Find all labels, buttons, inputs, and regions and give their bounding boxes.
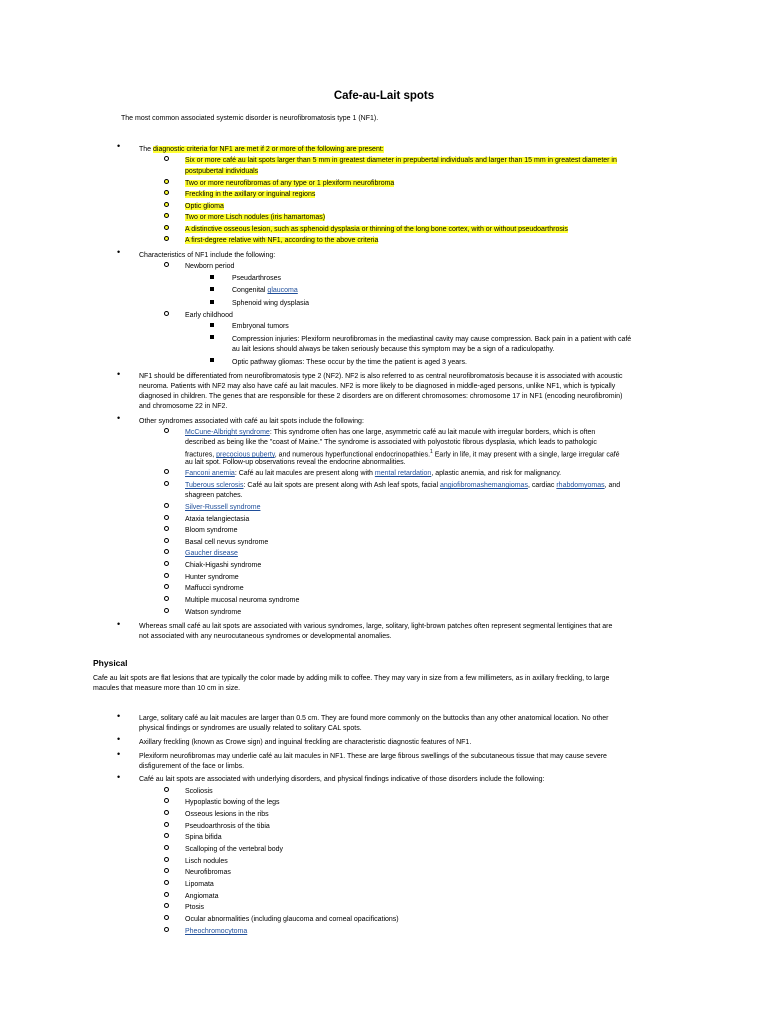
finding-item: Ocular abnormalities (including glaucoma and corneal opacifications) [185, 916, 399, 923]
nf2-text: and chromosome 22 in NF2. [139, 403, 228, 410]
circle-bullet-icon [164, 608, 169, 613]
circle-bullet-icon [164, 549, 169, 554]
circle-bullet-icon [164, 845, 169, 850]
finding-item: Spina bifida [185, 834, 222, 841]
list-item: Pseudarthroses [232, 275, 282, 282]
gaucher-link[interactable]: Gaucher disease [185, 550, 238, 557]
syndrome-item: Fanconi anemia: Café au lait macules are present along with mental retardation, aplastic anemia, and risk for malignancy. [185, 470, 562, 477]
mccune-link[interactable]: McCune-Albright syndrome [185, 429, 270, 436]
glaucoma-link[interactable]: glaucoma [267, 287, 298, 294]
syndrome-item: Chiak-Higashi syndrome [185, 562, 262, 569]
physical-item: Plexiform neurofibromas may underlie café au lait macules in NF1. These are large fibrous swellings of the subcutaneous tissue that may cause severe [139, 753, 607, 760]
syndrome-item: Basal cell nevus syndrome [185, 539, 269, 546]
square-bullet-icon [210, 275, 214, 279]
bullet-icon: • [117, 711, 121, 721]
circle-bullet-icon [164, 526, 169, 531]
finding-item: Ptosis [185, 904, 205, 911]
tuberous-link[interactable]: Tuberous sclerosis [185, 482, 244, 489]
circle-bullet-icon [164, 787, 169, 792]
bullet-icon: • [117, 247, 121, 257]
syndrome-item-cont: fractures, precocious puberty, and numerous hyperfunctional endocrinopathies.$^1$ Early in life, it may present with a single, large irregular café [185, 449, 620, 459]
circle-bullet-icon [164, 584, 169, 589]
finding-item: Pseudoarthrosis of the tibia [185, 823, 270, 830]
bullet-icon: • [117, 619, 121, 629]
circle-bullet-icon [164, 857, 169, 862]
mental-retardation-link[interactable]: mental retardation [374, 470, 432, 477]
nf2-text: neuroma. Patients with NF2 may also have café au lait macules. NF2 is more likely to be diagnosed in middle-aged persons, unlike NF1, which is typically [139, 383, 616, 390]
syndrome-item: Ataxia telangiectasia [185, 516, 250, 523]
syndrome-item-cont: shagreen patches. [185, 492, 243, 499]
syndrome-item: Bloom syndrome [185, 527, 238, 534]
criteria-item: Two or more Lisch nodules (iris hamartomas) [185, 214, 326, 221]
circle-bullet-icon [164, 561, 169, 566]
nf2-text: diagnosed in children. The genes that are responsible for these 2 disorders are on different chromosomes: chromosome 17 in NF1 (encoding neurofibromin) [139, 393, 623, 400]
circle-bullet-icon [164, 225, 169, 230]
syndrome-item: Multiple mucosal neuroma syndrome [185, 597, 300, 604]
criteria-item: Optic glioma [185, 203, 224, 210]
circle-bullet-icon [164, 156, 169, 161]
circle-bullet-icon [164, 213, 169, 218]
circle-bullet-icon [164, 262, 169, 267]
finding-item: Neurofibromas [185, 869, 231, 876]
physical-item-cont: disfigurement of the face or limbs. [139, 763, 245, 770]
square-bullet-icon [210, 335, 214, 339]
finding-item: Angiomata [185, 893, 219, 900]
finding-item: Scoliosis [185, 788, 213, 795]
angiofibromas-link[interactable]: angiofibromas [440, 482, 484, 489]
square-bullet-icon [210, 358, 214, 362]
circle-bullet-icon [164, 190, 169, 195]
syndrome-item: Tuberous sclerosis: Café au lait spots are present along with Ash leaf spots, facial angiofibromashemangiomas, cardiac rhabdomyomas, and [185, 482, 621, 489]
square-bullet-icon [210, 287, 214, 291]
bullet-icon: • [117, 772, 121, 782]
circle-bullet-icon [164, 798, 169, 803]
criteria-item: Freckling in the axillary or inguinal regions [185, 191, 316, 198]
circle-bullet-icon [164, 833, 169, 838]
whereas-text: not associated with any neurocutaneous syndromes or developmental anomalies. [139, 633, 392, 640]
square-bullet-icon [210, 323, 214, 327]
criteria-item: A first-degree relative with NF1, according to the above criteria [185, 237, 379, 244]
circle-bullet-icon [164, 481, 169, 486]
physical-item: Axillary freckling (known as Crowe sign) and inguinal freckling are characteristic diagnostic features of NF1. [139, 739, 472, 746]
list-item: Sphenoid wing dysplasia [232, 300, 310, 307]
circle-bullet-icon [164, 236, 169, 241]
syndrome-item: Maffucci syndrome [185, 585, 244, 592]
finding-item: Lipomata [185, 881, 214, 888]
circle-bullet-icon [164, 927, 169, 932]
characteristics-lead: Characteristics of NF1 include the following: [139, 252, 276, 259]
criteria-item: Two or more neurofibromas of any type or 1 plexiform neurofibroma [185, 180, 395, 187]
criteria-item: A distinctive osseous lesion, such as sphenoid dysplasia or thinning of the long bone cortex, with or without pseudoarthrosis [185, 226, 568, 233]
circle-bullet-icon [164, 202, 169, 207]
circle-bullet-icon [164, 892, 169, 897]
circle-bullet-icon [164, 915, 169, 920]
fanconi-link[interactable]: Fanconi anemia [185, 470, 235, 477]
finding-item [185, 927, 247, 936]
syndrome-item-cont: described as being like the "coast of Maine." The syndrome is associated with polyostotic fibrous dysplasia, which leads to pathologic [185, 439, 597, 446]
square-bullet-icon [210, 300, 214, 304]
bullet-icon: • [117, 413, 121, 423]
finding-item: Hypoplastic bowing of the legs [185, 799, 280, 806]
circle-bullet-icon [164, 573, 169, 578]
early-childhood: Early childhood [185, 312, 233, 319]
list-item: Optic pathway gliomas: These occur by the time the patient is aged 3 years. [232, 359, 467, 366]
physical-paragraph: macules that measure more than 10 cm in size. [93, 685, 241, 692]
bullet-icon: • [117, 734, 121, 744]
circle-bullet-icon [164, 810, 169, 815]
circle-bullet-icon [164, 503, 169, 508]
list-item-cont: au lait lesions should always be taken seriously because this symptom may be a sign of a radiculopathy. [232, 346, 555, 353]
circle-bullet-icon [164, 469, 169, 474]
circle-bullet-icon [164, 311, 169, 316]
physical-item: Large, solitary café au lait macules are larger than 0.5 cm. They are found more commonly on the buttocks than any other anatomical location. No other [139, 715, 609, 722]
bullet-icon: • [117, 141, 121, 151]
nf2-text: NF1 should be differentiated from neurofibromatosis type 2 (NF2). NF2 is also referred to as central neurofibromatosis because it is associated with acoustic [139, 373, 623, 380]
circle-bullet-icon [164, 903, 169, 908]
pheochromocytoma-link[interactable]: Pheochromocytoma [185, 928, 248, 935]
syndrome-item: Watson syndrome [185, 609, 242, 616]
physical-paragraph: Cafe au lait spots are flat lesions that are typically the color made by adding milk to coffee. They may vary in size from a few millimeters, as in axillary freckling, to large [93, 675, 610, 682]
circle-bullet-icon [164, 428, 169, 433]
circle-bullet-icon [164, 822, 169, 827]
circle-bullet-icon [164, 179, 169, 184]
physical-item-cont: physical findings or syndromes are usually related to solitary CAL spots. [139, 725, 362, 732]
silver-russell-link[interactable]: Silver-Russell syndrome [185, 504, 261, 511]
circle-bullet-icon [164, 538, 169, 543]
hemangiomas-link[interactable]: hemangiomas [483, 482, 528, 489]
list-item: Embryonal tumors [232, 323, 289, 330]
page-title: Cafe-au-Lait spots [333, 90, 435, 102]
finding-item: Osseous lesions in the ribs [185, 811, 269, 818]
bullet-icon: • [117, 369, 121, 379]
bullet-icon: • [117, 749, 121, 759]
other-lead: Other syndromes associated with café au lait spots include the following: [139, 418, 364, 425]
syndrome-item [185, 549, 238, 558]
whereas-text: Whereas small café au lait spots are associated with various syndromes, large, solitary, light-brown patches often represent segmental lentigines that are [139, 623, 613, 630]
finding-item: Lisch nodules [185, 858, 228, 865]
criteria-item: Six or more café au lait spots larger than 5 mm in greatest diameter in prepubertal individuals and larger than 15 mm in greatest diameter in [185, 157, 617, 164]
circle-bullet-icon [164, 880, 169, 885]
criteria-item-cont: postpubertal individuals [185, 168, 259, 175]
circle-bullet-icon [164, 596, 169, 601]
rhabdomyomas-link[interactable]: rhabdomyomas [556, 482, 605, 489]
circle-bullet-icon [164, 868, 169, 873]
syndrome-item [185, 503, 260, 512]
syndrome-item: Hunter syndrome [185, 574, 239, 581]
precocious-puberty-link[interactable]: precocious puberty [216, 451, 275, 459]
physical-item: Café au lait spots are associated with underlying disorders, and physical findings indicative of those disorders include the following: [139, 776, 545, 783]
finding-item: Scalloping of the vertebral body [185, 846, 284, 853]
intro-text: The most common associated systemic disorder is neurofibromatosis type 1 (NF1). [121, 115, 379, 122]
list-item: Compression injuries: Plexiform neurofibromas in the mediastinal cavity may cause compression. Back pain in a patient with café [232, 336, 632, 343]
criteria-lead: The diagnostic criteria for NF1 are met if 2 or more of the following are present: [139, 146, 384, 153]
physical-heading: Physical [93, 658, 128, 668]
newborn-period: Newborn period [185, 263, 235, 270]
circle-bullet-icon [164, 515, 169, 520]
syndrome-item-cont: au lait spot. Follow-up observations reveal the endocrine abnormalities. [185, 459, 406, 466]
list-item: Congenital glaucoma [232, 287, 298, 294]
syndrome-item: McCune-Albright syndrome: This syndrome often has one large, asymmetric café au lait macule with irregular borders, which is often [185, 429, 596, 436]
